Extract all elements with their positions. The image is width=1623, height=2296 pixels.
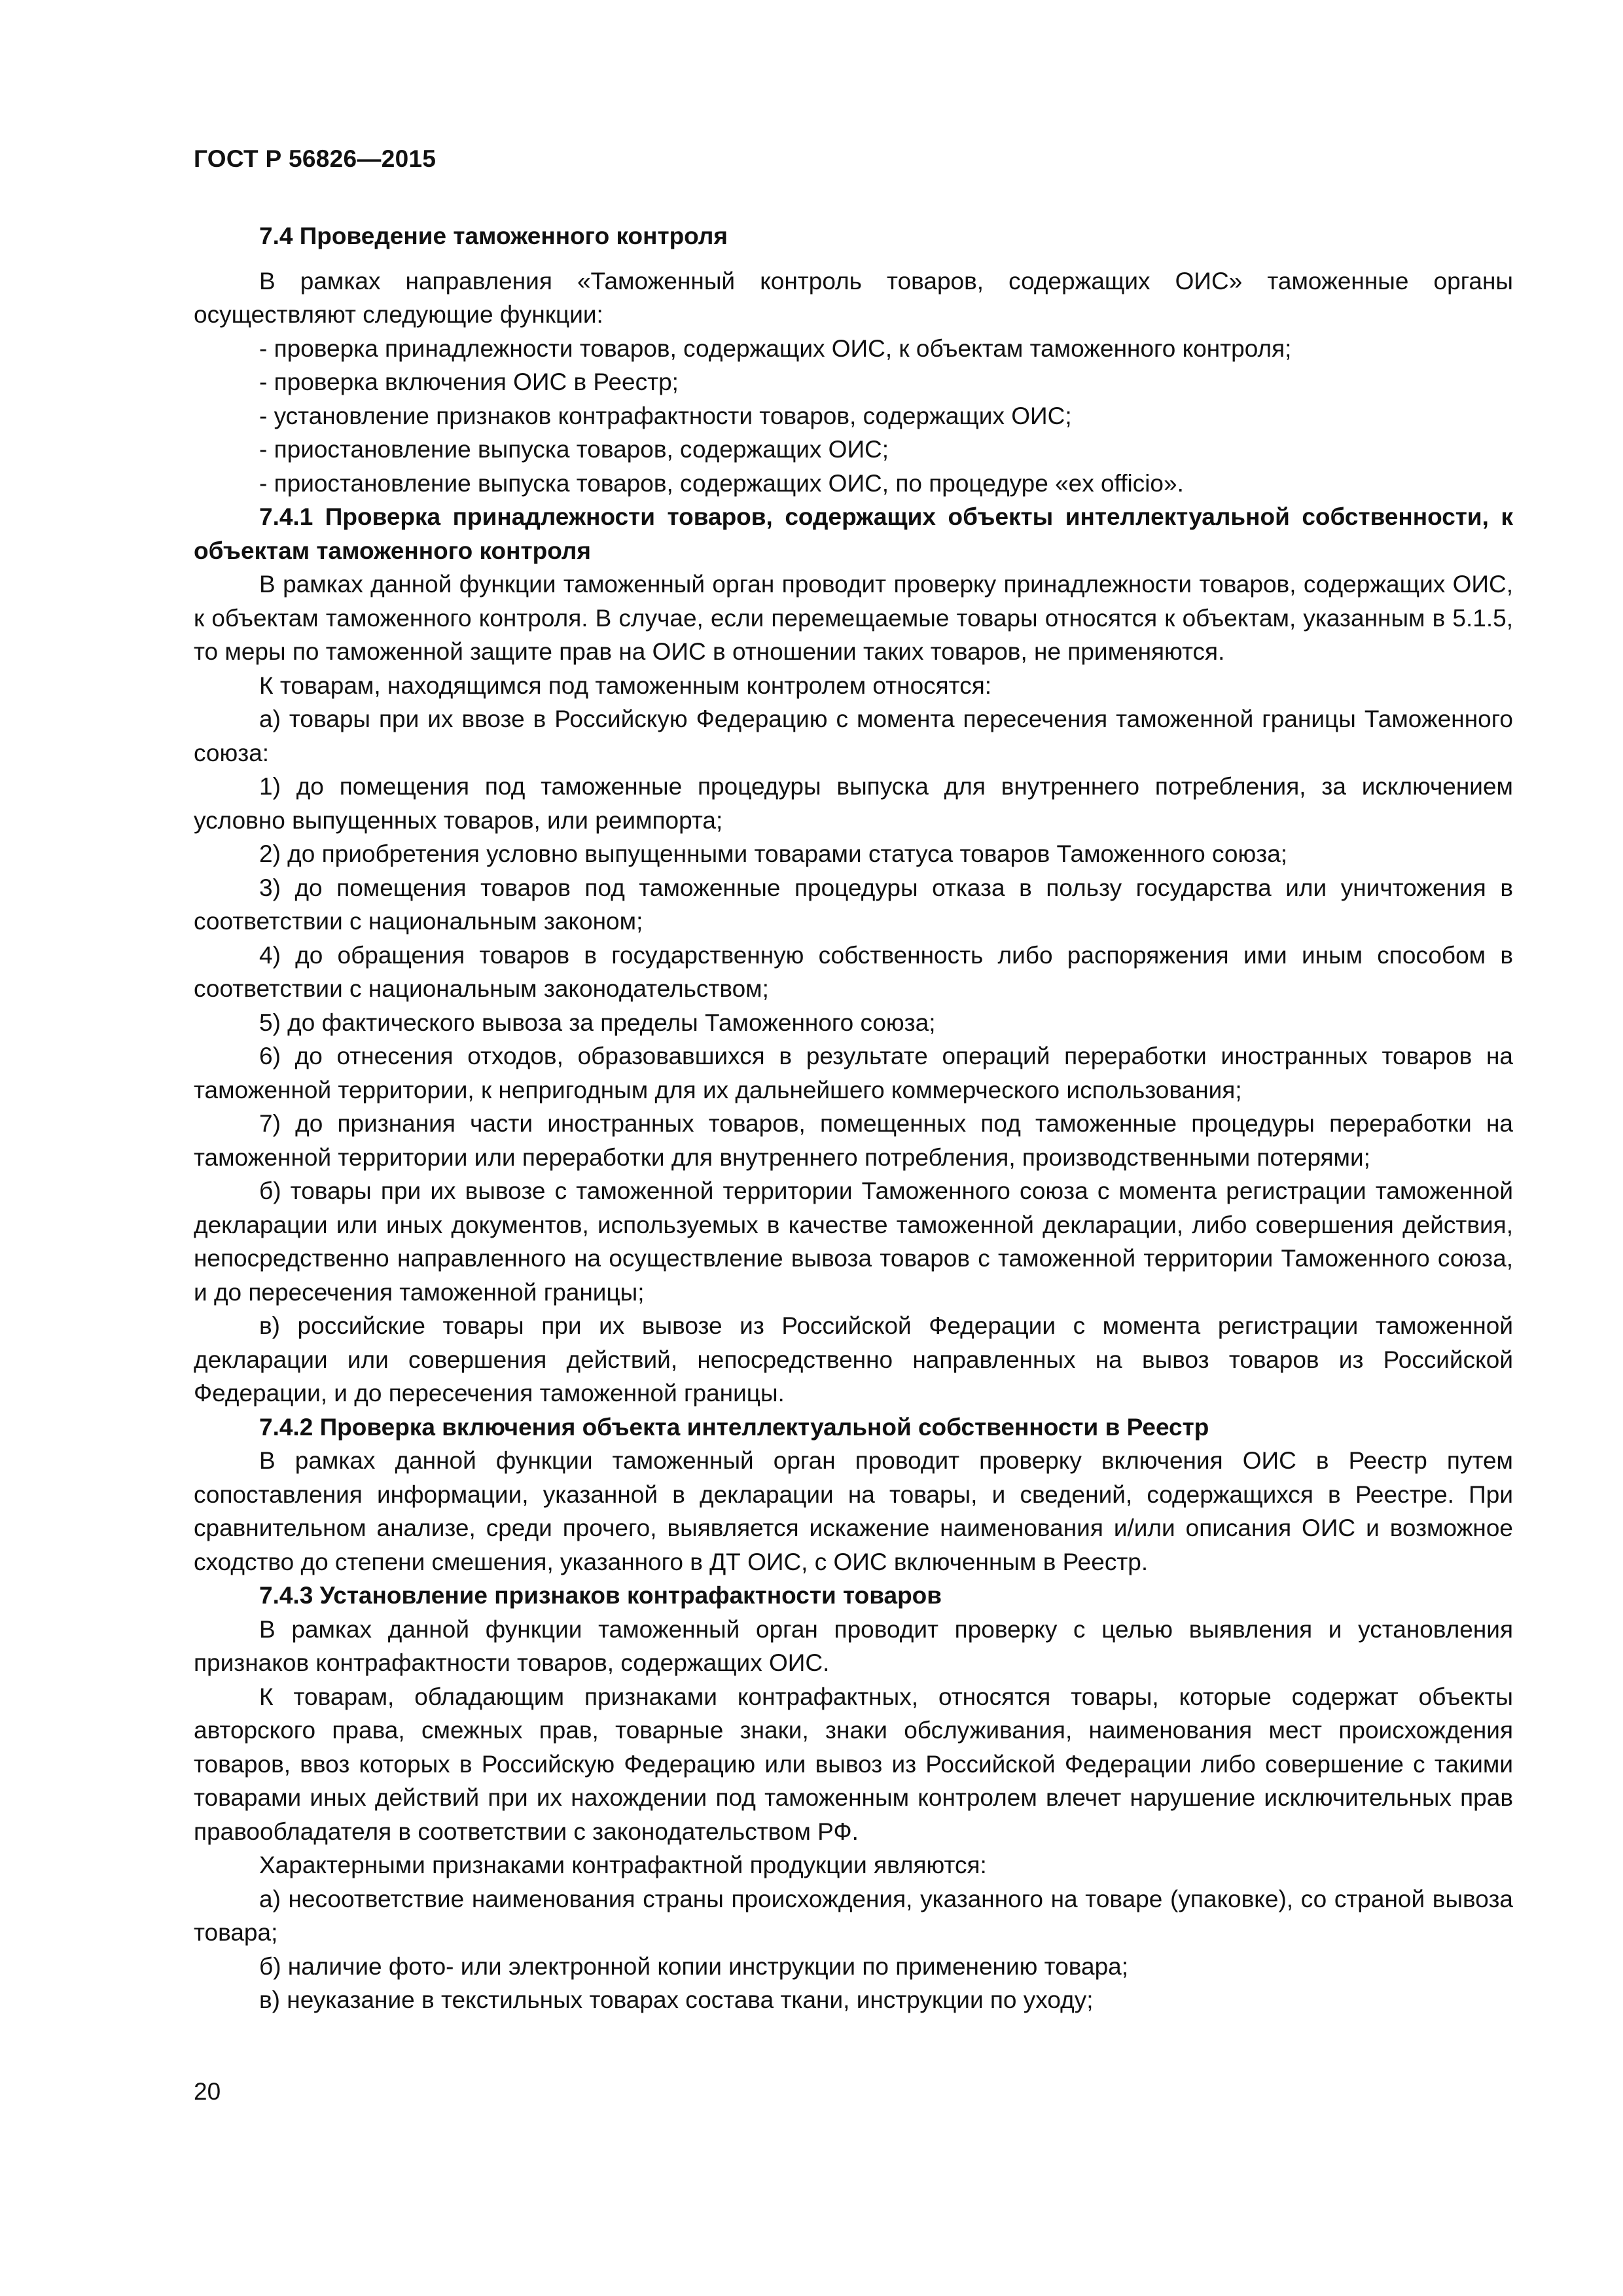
paragraph: 7) до признания части иностранных товаров, помещенных под таможенные процедуры переработки на таможенной территории или переработки для внутреннего потребления, производственными потерями; — [194, 1110, 1513, 1171]
paragraph: В рамках данной функции таможенный орган проводит проверку включения ОИС в Реестр путем сопоставления информации, указанной в декларации на товары, и сведений, содержащихся в Реестре. При сравнительном анализе, среди прочего, выявляется искажение наименования и/или описания ОИС и возможное сходство до степени смешения, указанного в ДТ ОИС, с ОИС включенным в Реестр. — [194, 1447, 1513, 1575]
paragraph: 5) до фактического вывоза за пределы Таможенного союза; — [259, 1009, 936, 1036]
paragraph: В рамках данной функции таможенный орган проводит проверку принадлежности товаров, содержащих ОИС, к объектам таможенного контроля. В случае, если перемещаемые товары относятся к объектам, указанным в 5.1.5, то меры по таможенной защите прав на ОИС в отношении таких товаров, не применяются. — [194, 571, 1513, 665]
page-number: 20 — [194, 2078, 221, 2105]
document-body — [194, 219, 1513, 2017]
section-heading-7-4-3: 7.4.3 Установление признаков контрафактности товаров — [259, 1582, 942, 1609]
paragraph: К товарам, находящимся под таможенным контролем относятся: — [259, 672, 992, 699]
document-header: ГОСТ Р 56826—2015 — [194, 145, 437, 172]
section-heading-7-4-2: 7.4.2 Проверка включения объекта интеллектуальной собственности в Реестр — [259, 1413, 1209, 1441]
paragraph: 2) до приобретения условно выпущенными товарами статуса товаров Таможенного союза; — [259, 840, 1288, 867]
section-heading-7-4: 7.4 Проведение таможенного контроля — [259, 223, 728, 249]
paragraph: а) несоответствие наименования страны происхождения, указанного на товаре (упаковке), со страной вывоза товара; — [194, 1885, 1513, 1946]
paragraph: В рамках данной функции таможенный орган проводит проверку с целью выявления и установления признаков контрафактности товаров, содержащих ОИС. — [194, 1615, 1513, 1676]
list-item: - установление признаков контрафактности товаров, содержащих ОИС; — [259, 402, 1072, 429]
paragraph: 1) до помещения под таможенные процедуры выпуска для внутреннего потребления, за исключением условно выпущенных товаров, или реимпорта; — [194, 773, 1513, 834]
paragraph: К товарам, обладающим признаками контрафактных, относятся товары, которые содержат объекты авторского права, смежных прав, товарные знаки, знаки обслуживания, наименования мест происхождения товаров, ввоз которых в Российскую Федерацию или вывоз из Российской Федерации либо совершение с такими товарами иных действий при их нахождении под таможенным контролем влечет нарушение исключительных прав правообладателя в соответствии с законодательством РФ. — [194, 1683, 1513, 1845]
list-item: - приостановление выпуска товаров, содержащих ОИС; — [259, 436, 889, 463]
list-item: - проверка принадлежности товаров, содержащих ОИС, к объектам таможенного контроля; — [259, 334, 1292, 362]
paragraph: б) товары при их вывозе с таможенной территории Таможенного союза с момента регистрации таможенной декларации или иных документов, используемых в качестве таможенной декларации, либо совершения действия, непосредственно направленного на осуществление вывоза товаров с таможенной территории Таможенного союза, и до пересечения таможенной границы; — [194, 1177, 1513, 1306]
paragraph: а) товары при их ввозе в Российскую Федерацию с момента пересечения таможенной границы Таможенного союза: — [194, 706, 1513, 766]
section-heading-7-4-1: 7.4.1 Проверка принадлежности товаров, содержащих объекты интеллектуальной собственности, к объектам таможенного контроля — [194, 503, 1513, 564]
paragraph: 4) до обращения товаров в государственную собственность либо распоряжения ими иным способом в соответствии с национальным законодательством; — [194, 941, 1513, 1002]
paragraph: Характерными признаками контрафактной продукции являются: — [259, 1852, 987, 1878]
paragraph: 6) до отнесения отходов, образовавшихся в результате операций переработки иностранных товаров на таможенной территории, к непригодным для их дальнейшего коммерческого использования; — [194, 1043, 1513, 1103]
list-item: - проверка включения ОИС в Реестр; — [259, 368, 679, 395]
paragraph: 3) до помещения товаров под таможенные процедуры отказа в пользу государства или уничтожения в соответствии с национальным законом; — [194, 874, 1513, 935]
list-item: - приостановление выпуска товаров, содержащих ОИС, по процедуре «ex officio». — [259, 469, 1184, 497]
paragraph: в) неуказание в текстильных товарах состава ткани, инструкции по уходу; — [259, 1986, 1094, 2013]
paragraph: в) российские товары при их вывозе из Российской Федерации с момента регистрации таможенной декларации или совершения действий, непосредственно направленных на вывоз товаров из Российской Федерации, и до пересечения таможенной границы. — [194, 1312, 1513, 1407]
paragraph: В рамках направления «Таможенный контроль товаров, содержащих ОИС» таможенные органы осуществляют следующие функции: — [194, 267, 1513, 328]
paragraph: б) наличие фото- или электронной копии инструкции по применению товара; — [259, 1952, 1129, 1980]
